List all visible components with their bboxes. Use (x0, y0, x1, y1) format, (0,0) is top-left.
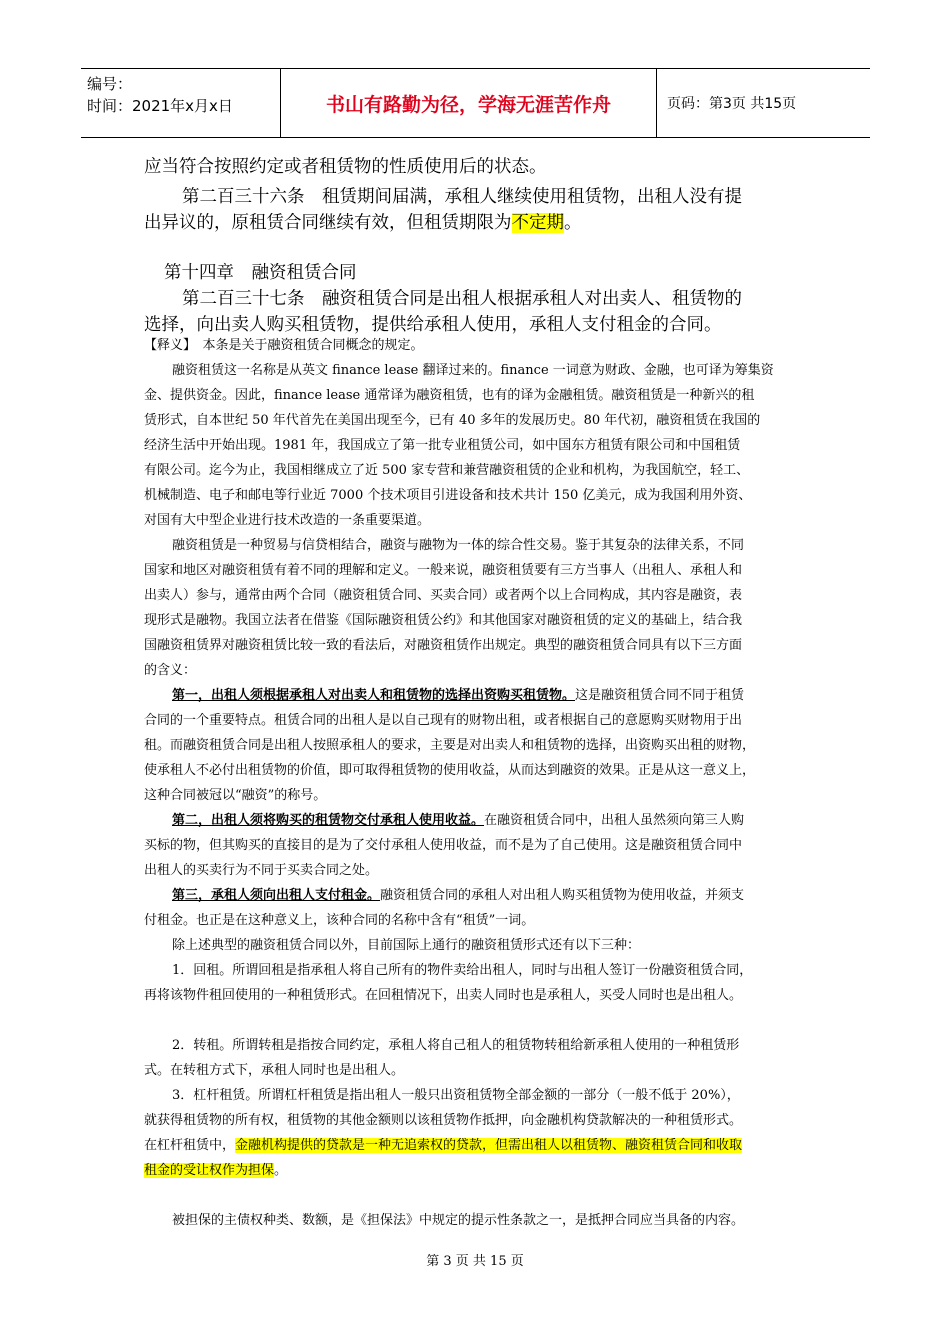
text-span: 融资租赁合同的承租人对出租人购买租赁物为使用收益，并须支 (380, 888, 745, 903)
paragraph-line: 租。而融资租赁合同是出租人按照承租人的要求，主要是对出卖人和租赁物的选择，出资购买出租的财物， (144, 738, 756, 753)
paragraph-line: 合同的一个重要特点。租赁合同的出租人是以自己现有的财物出租，或者根据自己的意愿购买财物用于出 (144, 713, 743, 728)
text-span: 在融资租赁合同中，出租人虽然须向第三人购 (484, 813, 745, 828)
paragraph-line: 3．杠杆租赁。所谓杠杆租赁是指出租人一般只出资租赁物全部金额的一部分（一般不低于 20%）， (172, 1088, 740, 1103)
paragraph-line: 1．回租。所谓回租是指承租人将自己所有的物件卖给出租人，同时与出租人签订一份融资租赁合同， (172, 963, 753, 978)
paragraph-line (144, 1133, 814, 1158)
paragraph-line: 再将该物件租回使用的一种租赁形式。在回租情况下，出卖人同时也是承租人，买受人同时也是出租人。 (144, 988, 743, 1003)
article-237: 第二百三十七条 融资租赁合同是出租人根据承租人对出卖人、租赁物的 (182, 289, 742, 309)
paragraph-line: 融资租赁是一种贸易与信贷相结合，融资与融物为一体的综合性交易。鉴于其复杂的法律关系，不同 (172, 538, 745, 553)
paragraph-line: 金、提供资金。因此，finance lease 通常译为融资租赁，也有的译为金融租赁。融资租赁是一种新兴的租 (144, 388, 755, 403)
paragraph-line: 经济生活中开始出现。1981 年，我国成立了第一批专业租赁公司，如中国东方租赁有限公司和中国租赁 (144, 438, 741, 453)
paragraph-line: 赁形式，自本世纪 50 年代首先在美国出现至今，已有 40 多年的发展历史。80 年代初，融资租赁在我国的 (144, 413, 761, 428)
text-span: 这是融资租赁合同不同于租赁 (575, 688, 745, 703)
paragraph-line: 这种合同被冠以“融资”的称号。 (144, 788, 327, 803)
page-footer: 第 3 页 共 15 页 (426, 1254, 524, 1269)
text-line: 应当符合按照约定或者租赁物的性质使用后的状态。 (144, 157, 547, 177)
paragraph-line: 就获得租赁物的所有权，租赁物的其他金额则以该租赁物作抵押，向金融机构贷款解决的一种租赁形式。 (144, 1113, 743, 1128)
paragraph-line: 融资租赁这一名称是从英文 finance lease 翻译过来的。finance 一词意为财政、金融，也可译为筹集资 (172, 363, 774, 378)
annotation-label: 【释义】 本条是关于融资租赁合同概念的规定。 (144, 338, 424, 353)
paragraph-line: 式。在转租方式下，承租人同时也是出租人。 (144, 1063, 405, 1078)
paragraph-line (172, 683, 842, 708)
text-span: 。 (564, 213, 582, 233)
number-label: 编号： (87, 75, 133, 93)
highlight: 金融机构提供的贷款是一种无追索权的贷款，但需出租人以租赁物、融资租赁合同和收取 (235, 1138, 743, 1153)
paragraph-line: 除上述典型的融资租赁合同以外，目前国际上通行的融资租赁形式还有以下三种： (172, 938, 641, 953)
paragraph-line (172, 808, 842, 833)
paragraph-line: 有限公司。迄今为止，我国相继成立了近 500 家专营和兼营融资租赁的企业和机构，为我国航空，轻工、 (144, 463, 750, 478)
paragraph-line: 出卖人）参与，通常由两个合同（融资租赁合同、买卖合同）或者两个以上合同构成，其内容是融资，表 (144, 588, 743, 603)
header-meta (81, 69, 280, 137)
paragraph-line: 付租金。也正是在这种意义上，该种合同的名称中含有“租赁”一词。 (144, 913, 535, 928)
point-three: 第三，承租人须向出租人支付租金。 (172, 888, 381, 903)
paragraph-line: 出租人的买卖行为不同于买卖合同之处。 (144, 863, 379, 878)
text-line (144, 208, 804, 238)
header-motto: 书山有路勤为径，学海无涯苦作舟 (280, 69, 657, 137)
paragraph-line (144, 1158, 814, 1183)
text-span: 在杠杆租赁中， (144, 1138, 236, 1153)
point-one: 第一，出租人须根据承租人对出卖人和租赁物的选择出资购买租赁物。 (172, 688, 576, 703)
paragraph-line: 被担保的主债权种类、数额，是《担保法》中规定的提示性条款之一，是抵押合同应当具备的内容。 (172, 1213, 745, 1228)
date-label: 时间：2021年x月x日 (87, 97, 233, 115)
paragraph-line: 使承租人不必付出租赁物的价值，即可取得租赁物的使用收益，从而达到融资的效果。正是从这一意义上， (144, 763, 756, 778)
highlight: 不定期 (511, 213, 564, 233)
paragraph-line: 国融资租赁界对融资租赁比较一致的看法后，对融资租赁作出规定。典型的融资租赁合同具有以下三方面 (144, 638, 743, 653)
point-two: 第二，出租人须将购买的租赁物交付承租人使用收益。 (172, 813, 485, 828)
paragraph-line: 的含义： (144, 663, 197, 678)
text-span: 出异议的，原租赁合同继续有效，但租赁期限为 (144, 213, 512, 233)
page-header (81, 68, 870, 138)
paragraph-line (172, 883, 842, 908)
header-page-info: 页码：第3页 共15页 (667, 96, 797, 112)
paragraph-line: 2．转租。所谓转租是指按合同约定，承租人将自己租人的租赁物转租给新承租人使用的一种租赁形 (172, 1038, 740, 1053)
paragraph-line: 买标的物，但其购买的直接目的是为了交付承租人使用收益，而不是为了自己使用。这是融资租赁合同中 (144, 838, 743, 853)
text-line: 选择，向出卖人购买租赁物，提供给承租人使用，承租人支付租金的合同。 (144, 315, 722, 335)
paragraph-line: 现形式是融物。我国立法者在借鉴《国际融资租赁公约》和其他国家对融资租赁的定义的基础上，结合我 (144, 613, 743, 628)
chapter-heading: 第十四章 融资租赁合同 (164, 263, 357, 283)
article-236: 第二百三十六条 租赁期间届满，承租人继续使用租赁物，出租人没有提 (182, 187, 742, 207)
text-span: 。 (274, 1163, 288, 1178)
paragraph-line: 机械制造、电子和邮电等行业近 7000 个技术项目引进设备和技术共计 150 亿美元，成为我国利用外资、 (144, 488, 752, 503)
paragraph-line: 对国有大中型企业进行技术改造的一条重要渠道。 (144, 513, 431, 528)
highlight: 租金的受让权作为担保 (144, 1163, 275, 1178)
paragraph-line: 国家和地区对融资租赁有着不同的理解和定义。一般来说，融资租赁要有三方当事人（出租人、承租人和 (144, 563, 743, 578)
